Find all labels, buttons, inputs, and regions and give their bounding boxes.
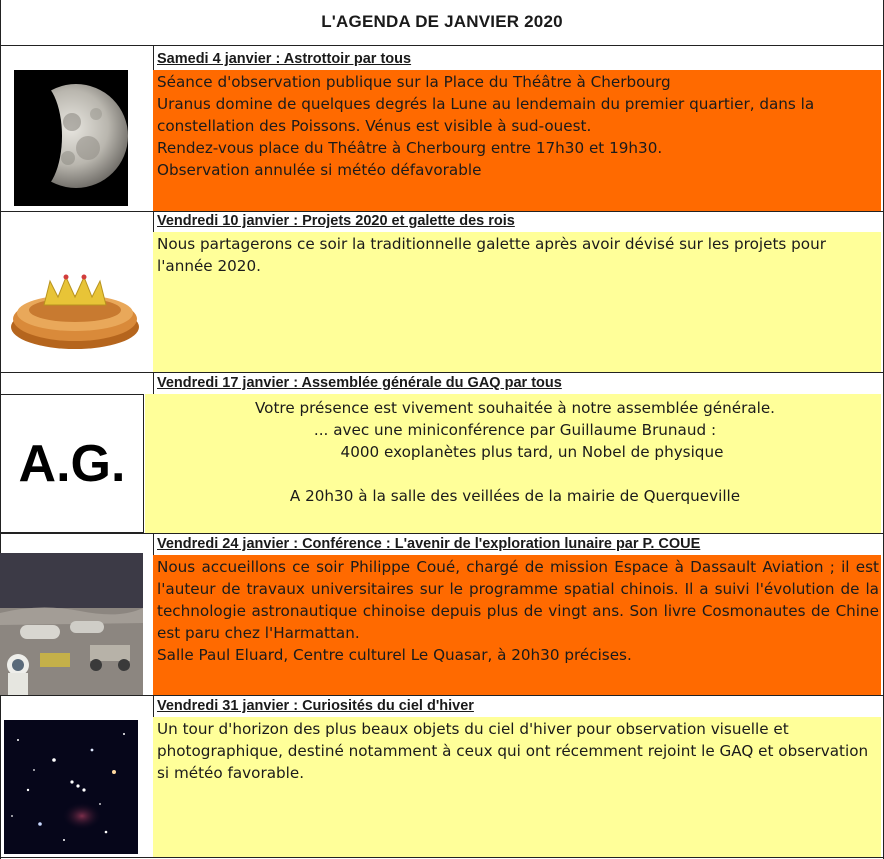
event-heading: Vendredi 24 janvier : Conférence : L'avenir de l'exploration lunaire par P. COUE (157, 536, 701, 552)
event-heading: Vendredi 31 janvier : Curiosités du ciel d'hiver (157, 698, 474, 714)
moon-photo (14, 70, 128, 206)
event-description (153, 70, 881, 211)
event-description (153, 555, 881, 695)
page-title: L'AGENDA DE JANVIER 2020 (321, 12, 563, 31)
event-line: Salle Paul Eluard, Centre culturel Le Quasar, à 20h30 précises. (157, 646, 632, 664)
divider (0, 695, 884, 696)
event-line: Uranus domine de quelques degrés la Lune au lendemain du premier quartier, dans la constellation des Poissons. Vénus est visible à sud-ouest. (157, 95, 815, 135)
event-description (145, 394, 881, 533)
galette-photo (6, 255, 144, 355)
event-line: Observation annulée si météo défavorable (157, 161, 482, 179)
event-line: Séance d'observation publique sur la Place du Théâtre à Cherbourg (157, 73, 671, 91)
divider (0, 857, 884, 858)
starfield-photo (4, 720, 138, 854)
divider (0, 372, 884, 373)
event-line: Nous accueillons ce soir Philippe Coué, chargé de mission Espace à Dassault Aviation ; il est l'auteur de travaux universitaires sur le programme spatial chinois. Il a suivi l'évolution de la technologie astronautique chinoise depuis plus de vingt ans. Son livre Cosmonautes de Chine est paru chez l'Harmattan. (157, 558, 879, 642)
divider (0, 211, 884, 212)
event-heading: Vendredi 10 janvier : Projets 2020 et galette des rois (157, 213, 515, 229)
event-line: Votre présence est vivement souhaitée à notre assemblée générale. (254, 399, 776, 417)
event-heading: Samedi 4 janvier : Astrottoir par tous (157, 51, 412, 67)
lunar-base-illustration (0, 553, 143, 695)
event-line: Un tour d'horizon des plus beaux objets du ciel d'hiver pour observation visuelle et photographique, destiné notamment à ceux qui ont récemment rejoint le GAQ et observation si météo favorable. (157, 720, 869, 782)
divider (0, 533, 884, 534)
divider (0, 45, 884, 46)
event-line: 4000 exoplanètes plus tard, un Nobel de physique (340, 443, 724, 461)
event-line: A 20h30 à la salle des veillées de la mairie de Querqueville (289, 487, 741, 505)
ag-badge (0, 394, 144, 533)
spacer (149, 463, 881, 485)
event-description (153, 717, 881, 857)
event-heading: Vendredi 17 janvier : Assemblée générale du GAQ par tous (157, 375, 562, 391)
event-description (153, 232, 881, 372)
event-line: Nous partagerons ce soir la traditionnelle galette après avoir dévisé sur les projets pour l'année 2020. (157, 235, 826, 275)
event-line: Rendez-vous place du Théâtre à Cherbourg entre 17h30 et 19h30. (157, 139, 663, 157)
event-line: ... avec une miniconférence par Guillaume Brunaud : (313, 421, 717, 439)
ag-badge-text: A.G. (18, 434, 126, 493)
